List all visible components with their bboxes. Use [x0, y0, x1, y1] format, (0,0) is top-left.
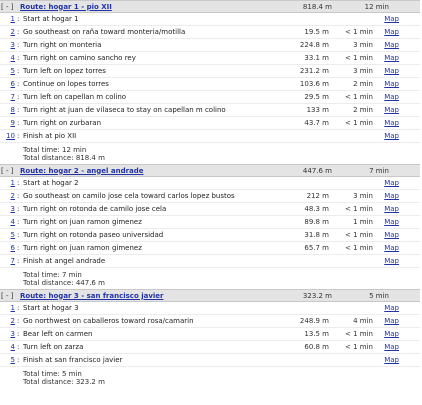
map-link[interactable]: Map: [384, 119, 399, 127]
step-row: [0, 78, 420, 91]
step-time: < 1 min: [345, 231, 373, 239]
step-colon: :: [17, 218, 20, 226]
map-link[interactable]: Map: [384, 179, 399, 187]
step-row: [0, 302, 420, 315]
map-link[interactable]: Map: [384, 257, 399, 265]
step-row: [0, 39, 420, 52]
step-row: [0, 341, 420, 354]
route-time: 7 min: [369, 166, 389, 175]
step-time: 3 min: [353, 41, 373, 49]
step-colon: :: [17, 179, 20, 187]
step-colon: :: [17, 54, 20, 62]
step-distance: 48.3 m: [304, 205, 329, 213]
route-time: 12 min: [364, 2, 389, 11]
route-header: [0, 164, 420, 177]
total-time-value: 5 min: [61, 370, 82, 378]
total-distance-label: Total distance:: [23, 154, 76, 162]
step-colon: :: [17, 244, 20, 252]
step-number-link[interactable]: 3: [10, 205, 15, 213]
route-totals: [0, 268, 420, 289]
total-time-value: 12 min: [61, 146, 87, 154]
step-distance: 31.8 m: [304, 231, 329, 239]
step-row: [0, 117, 420, 130]
step-time: < 1 min: [345, 330, 373, 338]
step-row: [0, 104, 420, 117]
step-row: [0, 255, 420, 268]
map-link[interactable]: Map: [384, 317, 399, 325]
step-colon: :: [17, 304, 20, 312]
total-distance-line: [23, 154, 420, 162]
step-row: [0, 315, 420, 328]
step-instruction: Start at hogar 1: [23, 15, 79, 23]
step-instruction: Start at hogar 2: [23, 179, 79, 187]
step-number-link[interactable]: 8: [10, 106, 15, 114]
step-number-link[interactable]: 1: [10, 15, 15, 23]
route-title-link[interactable]: Route: hogar 2 - angel andrade: [20, 166, 144, 175]
total-time-line: [23, 370, 420, 378]
step-number-link[interactable]: 2: [10, 28, 15, 36]
step-instruction: Turn right on rotonda de camilo jose cela: [23, 205, 167, 213]
step-colon: :: [17, 356, 20, 364]
step-time: 1 min: [353, 218, 373, 226]
step-number-link[interactable]: 2: [10, 317, 15, 325]
step-distance: 103.6 m: [299, 80, 329, 88]
step-distance: 60.8 m: [304, 343, 329, 351]
map-link[interactable]: Map: [384, 343, 399, 351]
step-time: < 1 min: [345, 93, 373, 101]
step-colon: :: [17, 41, 20, 49]
map-link[interactable]: Map: [384, 244, 399, 252]
route-distance: 447.6 m: [302, 166, 332, 175]
step-time: < 1 min: [345, 343, 373, 351]
map-link[interactable]: Map: [384, 106, 399, 114]
total-distance-label: Total distance:: [23, 279, 76, 287]
step-row: [0, 216, 420, 229]
route-totals: [0, 143, 420, 164]
step-number-link[interactable]: 6: [10, 244, 15, 252]
step-time: 2 min: [353, 106, 373, 114]
step-instruction: Turn right on zurbaran: [23, 119, 102, 127]
step-row: [0, 203, 420, 216]
total-time-label: Total time:: [23, 271, 62, 279]
step-time: 4 min: [353, 317, 373, 325]
route-section: [0, 0, 420, 164]
step-time: < 1 min: [345, 28, 373, 36]
step-instruction: Turn right on juan ramon gimenez: [23, 218, 142, 226]
step-row: [0, 52, 420, 65]
map-link[interactable]: Map: [384, 132, 399, 140]
map-link[interactable]: Map: [384, 93, 399, 101]
step-distance: 133 m: [306, 106, 329, 114]
step-instruction: Turn right on rotonda paseo universidad: [23, 231, 164, 239]
step-instruction: Turn left on capellan m colino: [23, 93, 127, 101]
step-colon: :: [17, 67, 20, 75]
step-number-link[interactable]: 7: [10, 93, 15, 101]
map-link[interactable]: Map: [384, 356, 399, 364]
total-time-value: 7 min: [61, 271, 82, 279]
step-instruction: Finish at angel andrade: [23, 257, 106, 265]
map-link[interactable]: Map: [384, 231, 399, 239]
map-link[interactable]: Map: [384, 41, 399, 49]
step-row: [0, 242, 420, 255]
step-number-link[interactable]: 5: [10, 67, 15, 75]
map-link[interactable]: Map: [384, 67, 399, 75]
route-section: [0, 289, 420, 388]
map-link[interactable]: Map: [384, 15, 399, 23]
map-link[interactable]: Map: [384, 330, 399, 338]
step-number-link[interactable]: 6: [10, 80, 15, 88]
step-instruction: Start at hogar 3: [23, 304, 79, 312]
route-header: [0, 0, 420, 13]
step-row: [0, 91, 420, 104]
step-colon: :: [17, 192, 20, 200]
collapse-toggle[interactable]: [ - ]: [1, 2, 14, 11]
step-number-link[interactable]: 2: [10, 192, 15, 200]
step-row: [0, 229, 420, 242]
step-distance: 224.8 m: [299, 41, 329, 49]
step-colon: :: [17, 257, 20, 265]
step-distance: 248.9 m: [299, 317, 329, 325]
step-distance: 212 m: [306, 192, 329, 200]
route-title-link[interactable]: Route: hogar 1 - pio XII: [20, 2, 112, 11]
step-instruction: Turn right at juan de vilaseca to stay on capellan m colino: [23, 106, 226, 114]
step-colon: :: [17, 330, 20, 338]
step-instruction: Go northwest on caballeros toward rosa/camarin: [23, 317, 194, 325]
map-link[interactable]: Map: [384, 304, 399, 312]
step-row: [0, 13, 420, 26]
map-link[interactable]: Map: [384, 218, 399, 226]
step-instruction: Continue on lopes torres: [23, 80, 109, 88]
collapse-toggle[interactable]: [ - ]: [1, 166, 14, 175]
step-distance: 29.5 m: [304, 93, 329, 101]
map-link[interactable]: Map: [384, 205, 399, 213]
step-colon: :: [17, 205, 20, 213]
step-instruction: Turn right on monteria: [23, 41, 102, 49]
total-distance-line: [23, 378, 420, 386]
step-time: < 1 min: [345, 244, 373, 252]
step-colon: :: [17, 132, 20, 140]
route-header: [0, 289, 420, 302]
total-time-line: [23, 271, 420, 279]
step-row: [0, 130, 420, 143]
step-number-link[interactable]: 3: [10, 41, 15, 49]
step-row: [0, 65, 420, 78]
route-title-link[interactable]: Route: hogar 3 - san francisco javier: [20, 291, 164, 300]
step-number-link[interactable]: 4: [10, 343, 15, 351]
collapse-toggle[interactable]: [ - ]: [1, 291, 14, 300]
route-distance: 818.4 m: [302, 2, 332, 11]
step-row: [0, 26, 420, 39]
step-instruction: Finish at san francisco javier: [23, 356, 123, 364]
step-time: 2 min: [353, 80, 373, 88]
step-number-link[interactable]: 9: [10, 119, 15, 127]
step-colon: :: [17, 15, 20, 23]
step-instruction: Go southeast on camilo jose cela toward carlos lopez bustos: [23, 192, 235, 200]
step-colon: :: [17, 231, 20, 239]
step-instruction: Turn left on lopez torres: [23, 67, 106, 75]
step-number-link[interactable]: 10: [6, 132, 15, 140]
total-distance-line: [23, 279, 420, 287]
step-distance: 43.7 m: [304, 119, 329, 127]
step-number-link[interactable]: 1: [10, 179, 15, 187]
step-number-link[interactable]: 3: [10, 330, 15, 338]
step-row: [0, 354, 420, 367]
map-link[interactable]: Map: [384, 28, 399, 36]
map-link[interactable]: Map: [384, 80, 399, 88]
step-colon: :: [17, 317, 20, 325]
total-time-label: Total time:: [23, 370, 62, 378]
step-colon: :: [17, 28, 20, 36]
step-number-link[interactable]: 5: [10, 231, 15, 239]
total-distance-value: 818.4 m: [75, 154, 105, 162]
step-colon: :: [17, 343, 20, 351]
step-row: [0, 328, 420, 341]
total-distance-value: 447.6 m: [75, 279, 105, 287]
step-instruction: Turn right on camino sancho rey: [23, 54, 136, 62]
step-colon: :: [17, 93, 20, 101]
route-time: 5 min: [369, 291, 389, 300]
step-row: [0, 190, 420, 203]
step-number-link[interactable]: 1: [10, 304, 15, 312]
step-number-link[interactable]: 7: [10, 257, 15, 265]
step-instruction: Turn right on juan ramon gimenez: [23, 244, 142, 252]
step-time: < 1 min: [345, 205, 373, 213]
step-distance: 13.5 m: [304, 330, 329, 338]
route-distance: 323.2 m: [302, 291, 332, 300]
step-time: 3 min: [353, 192, 373, 200]
map-link[interactable]: Map: [384, 192, 399, 200]
step-time: 3 min: [353, 67, 373, 75]
step-distance: 33.1 m: [304, 54, 329, 62]
step-number-link[interactable]: 5: [10, 356, 15, 364]
map-link[interactable]: Map: [384, 54, 399, 62]
step-number-link[interactable]: 4: [10, 218, 15, 226]
step-instruction: Go southeast on raña toward monteria/motilla: [23, 28, 186, 36]
step-row: [0, 177, 420, 190]
route-section: [0, 164, 420, 289]
step-instruction: Turn left on zarza: [23, 343, 84, 351]
step-colon: :: [17, 106, 20, 114]
step-time: < 1 min: [345, 119, 373, 127]
step-colon: :: [17, 119, 20, 127]
step-distance: 231.2 m: [299, 67, 329, 75]
total-time-line: [23, 146, 420, 154]
step-distance: 89.8 m: [304, 218, 329, 226]
step-time: < 1 min: [345, 54, 373, 62]
route-totals: [0, 367, 420, 388]
total-distance-label: Total distance:: [23, 378, 76, 386]
step-number-link[interactable]: 4: [10, 54, 15, 62]
step-colon: :: [17, 80, 20, 88]
step-instruction: Bear left on carmen: [23, 330, 93, 338]
total-distance-value: 323.2 m: [75, 378, 105, 386]
step-distance: 65.7 m: [304, 244, 329, 252]
total-time-label: Total time:: [23, 146, 62, 154]
step-distance: 19.5 m: [304, 28, 329, 36]
step-instruction: Finish at pio XII: [23, 132, 77, 140]
